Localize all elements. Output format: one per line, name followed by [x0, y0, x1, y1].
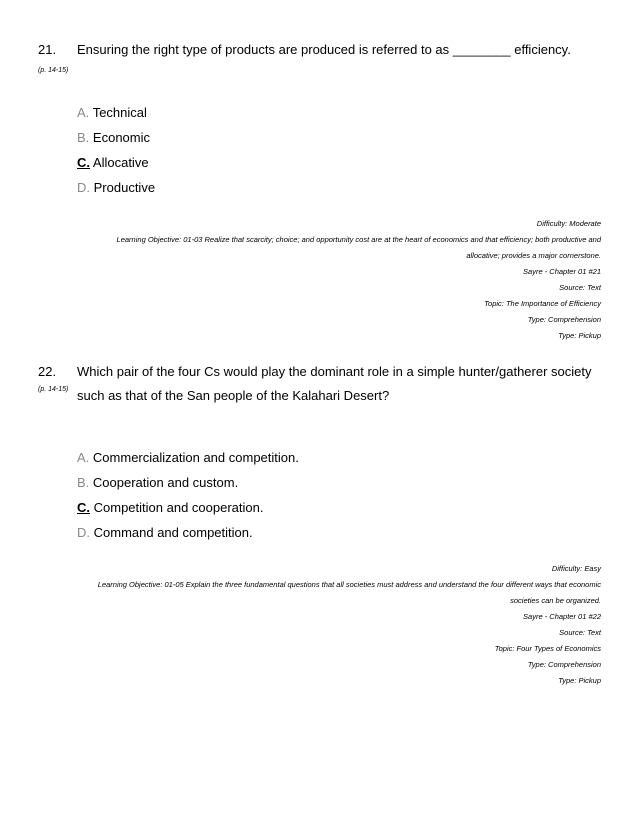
source-label: Source: Text [559, 628, 601, 637]
difficulty-label: Difficulty: Easy [551, 564, 601, 573]
source-label: Source: Text [559, 283, 601, 292]
option-text: Technical [92, 105, 147, 120]
answer-option-b [77, 475, 238, 490]
option-letter: D. [77, 180, 90, 195]
learning-objective-line2: allocative; provides a major cornerstone. [466, 251, 601, 260]
type-label: Type: Pickup [558, 676, 601, 685]
question-text: Ensuring the right type of products are produced is referred to as ________ efficiency. [77, 42, 571, 57]
chapter-label: Sayre - Chapter 01 #21 [523, 267, 601, 276]
answer-option-b [77, 130, 150, 145]
learning-objective-line1: Learning Objective: 01-05 Explain the three fundamental questions that all societies must address and understand the four different ways that economic [97, 580, 601, 589]
option-letter: A. [77, 450, 90, 465]
page-reference: (p. 14-15) [38, 67, 69, 74]
option-letter: A. [77, 105, 90, 120]
answer-option-d [77, 525, 253, 540]
question-number: 22. [38, 364, 57, 379]
learning-objective-line2: societies can be organized. [510, 596, 601, 605]
option-text: Competition and cooperation. [93, 500, 264, 515]
question-text-line2: such as that of the San people of the Kalahari Desert? [77, 388, 390, 403]
chapter-label: Sayre - Chapter 01 #22 [523, 612, 601, 621]
difficulty-label: Difficulty: Moderate [536, 219, 601, 228]
option-letter-correct: C. [77, 500, 90, 515]
answer-option-a [77, 450, 299, 465]
topic-label: Topic: Four Types of Economics [494, 644, 601, 653]
page-reference: (p. 14-15) [38, 386, 69, 393]
option-text: Command and competition. [93, 525, 253, 540]
option-letter-correct: C. [77, 155, 90, 170]
option-text: Economic [92, 130, 150, 145]
answer-option-a [77, 105, 147, 120]
learning-objective-line1: Learning Objective: 01-03 Realize that scarcity; choice; and opportunity cost are at the heart of economics and that efficiency; both productive and [116, 235, 601, 244]
question-text-line1: Which pair of the four Cs would play the dominant role in a simple hunter/gatherer society [77, 364, 592, 379]
option-letter: B. [77, 475, 90, 490]
type-label: Type: Comprehension [527, 315, 601, 324]
answer-option-d [77, 180, 155, 195]
option-text: Allocative [92, 155, 149, 170]
option-text: Cooperation and custom. [92, 475, 239, 490]
option-text: Productive [93, 180, 156, 195]
answer-option-c-correct [77, 500, 263, 515]
topic-label: Topic: The Importance of Efficiency [484, 299, 601, 308]
type-label: Type: Pickup [558, 331, 601, 340]
option-letter: D. [77, 525, 90, 540]
question-number: 21. [38, 42, 57, 57]
option-text: Commercialization and competition. [92, 450, 299, 465]
answer-option-c-correct [77, 155, 149, 170]
type-label: Type: Comprehension [527, 660, 601, 669]
option-letter: B. [77, 130, 90, 145]
